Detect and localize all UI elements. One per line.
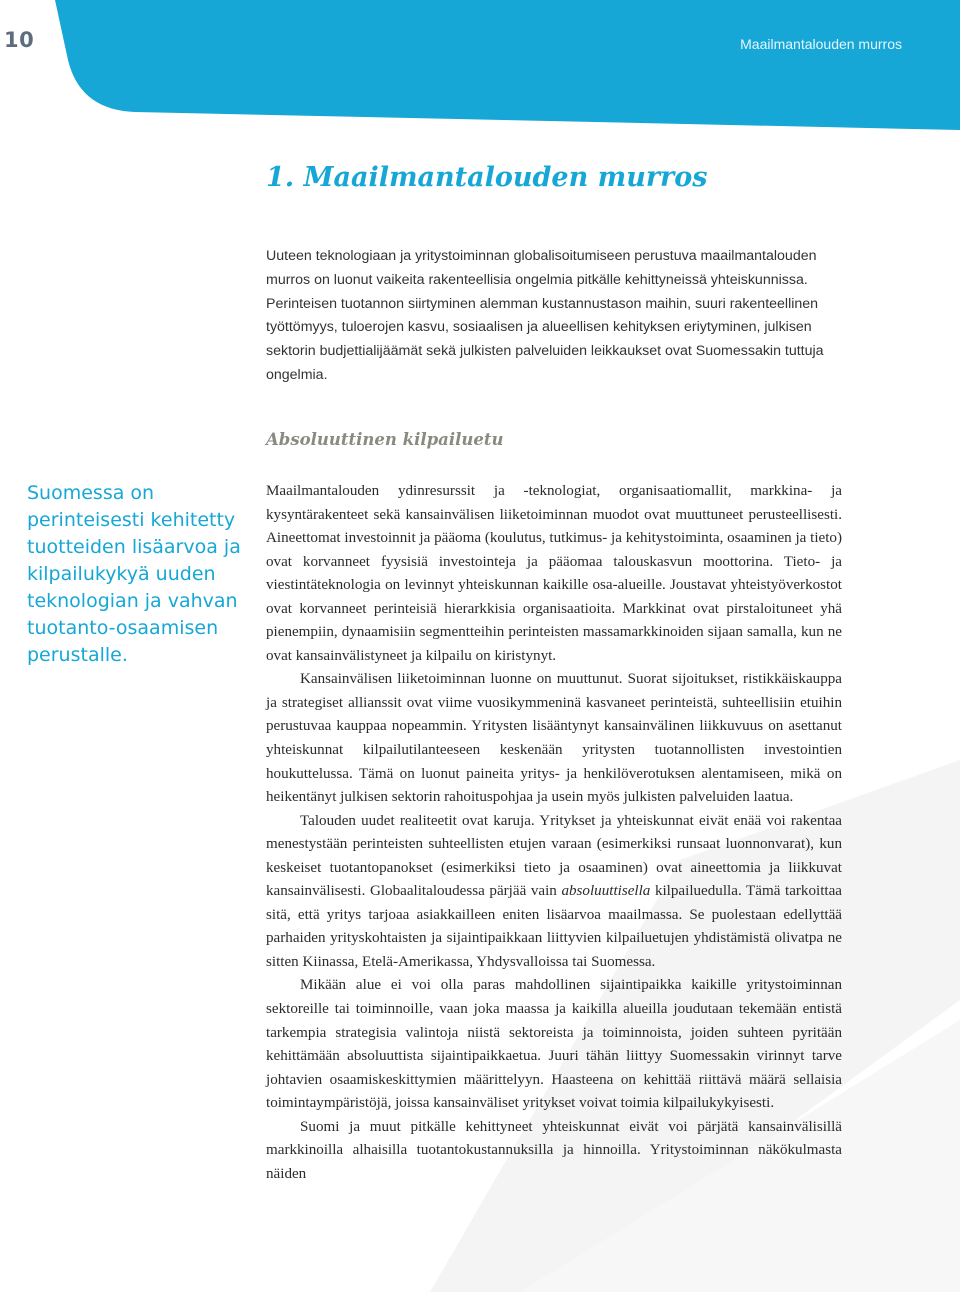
- running-head: Maailmantalouden murros: [740, 36, 902, 52]
- body-paragraph-4: Mikään alue ei voi olla paras mahdollinen sijaintipaikka kaikille yritystoiminnan sektoreille tai toiminnoille, vaan joka maassa ja kaikilla alueilla joudutaan tekemään entistä tarkempia strategisia valintoja niistä sektoreista ja toiminnoista, joiden suhteen pyritään kehittämään absoluuttista sijaintipaikkaetua. Juuri tähän liittyy Suomessakin virinnyt tarve johtavien osaamiskeskittymien määrittelyyn. Haasteena on kehittää riittävä määrä sellaisia toimintaympäristöjä, joissa kansainväliset yritykset voivat toimia kilpailukykyisesti.: [266, 977, 842, 1112]
- body-paragraph-3-start: Talouden uudet realiteetit ovat karuja. Yritykset ja yhteiskunnat eivät enää voi rakentaa menestystään perinteisten suhteellisten etujen varaan (esimerkiksi runsaat luonnonvarat), kun keskeiset tuotantopanokset (esimerkiksi tieto ja osaaminen) ovat aineettomia ja liikkuvat kansainvälisesti. Globaalitaloudessa pärjää vain: [266, 812, 842, 900]
- page-number: 10: [4, 28, 35, 52]
- chapter-title: 1. Maailmantalouden murros: [266, 162, 708, 193]
- body-paragraph-3: [266, 810, 842, 975]
- body-paragraph-5: Suomi ja muut pitkälle kehittyneet yhteiskunnat eivät voi pärjätä kansainvälisillä markkinoilla alhaisilla tuotantokustannuksilla ja hinnoilla. Yritystoiminnan näkökulmasta näiden: [266, 1118, 842, 1182]
- chapter-intro: Uuteen teknologiaan ja yritystoiminnan globalisoitumiseen perustuva maailmantalouden murros on luonut vaikeita rakenteellisia ongelmia pitkälle kehittyneissä yhteiskunnissa. Perinteisen tuotannon siirtyminen alemman kustannustason maihin, suuri rakenteellinen työttömyys, tuloerojen kasvu, sosiaalisen ja alueellisen kehityksen eriytyminen, julkisen sektorin budjettialijäämät sekä julkisten palveluiden leikkaukset ovat Suomessakin tuttuja ongelmia.: [266, 248, 824, 383]
- body-paragraph-3-end: kilpailuedulla. Tämä tarkoittaa sitä, että yritys tarjoaa asiakkailleen eniten lisäarvoa maailmassa. Se puolestaan edellyttää parhaiden yrityskohtaisten ja sijaintipaikkaan liittyvien kilpailuetujen yhdistämistä olivatpa ne sitten Kiinassa, Etelä-Amerikassa, Yhdysvalloissa tai Suomessa.: [266, 883, 842, 970]
- emphasis-absoluuttisella: absoluuttisella: [561, 883, 651, 900]
- section-heading: Absoluuttinen kilpailuetu: [266, 430, 504, 449]
- body-paragraph-2: Kansainvälisen liiketoiminnan luonne on muuttunut. Suorat sijoitukset, ristikkäiskauppa ja strategiset allianssit ovat viime vuosikymmeninä kasvaneet perinteistä, suhteellisiin etuihin perustuvaa kauppaa nopeammin. Yritysten lisääntynyt kansainvälinen liikkuvuus on asettanut yhteiskunnat kilpailutilanteeseen keskenään yritysten tuotannollisten investointien houkuttelussa. Tämä on luonut paineita yritys- ja henkilöverotuksen alentamiseen, mikä on heikentänyt julkisen sektorin rahoituspohjaa ja usein myös julkisten palveluiden laatua.: [266, 671, 842, 806]
- pull-quote: Suomessa on perinteisesti kehitetty tuotteiden lisäarvoa ja kilpailukykyä uuden teknologian ja vahvan tuotanto-osaamisen perustalle.: [27, 482, 241, 666]
- body-paragraph-1: Maailmantalouden ydinresurssit ja -teknologiat, organisaatiomallit, markkina- ja kysyntärakenteet sekä kansainvälisen liiketoiminnan muodot ovat muuttuneet perusteellisesti. Aineettomat investoinnit ja pääoma (koulutus, tutkimus- ja kehitystoiminta, osaaminen ja tieto) ovat korvanneet fyysisiä investointeja ja pääomaa talouskasvun moottorina. Tieto- ja viestintäteknologia on levinnyt yhteiskunnan kaikille osa-alueille. Joustavat yhteistyöverkostot ovat korvanneet perinteisiä hierarkkisia organisaatioita. Markkinat ovat pirstaloituneet yhä pienempiin, dynaamisiin segmentteihin perinteisten massamarkkinoiden sijaan samalla, kun ne ovat kansainvälistyneet ja kilpailu on kiristynyt.: [266, 483, 842, 664]
- body-text: [266, 480, 842, 1186]
